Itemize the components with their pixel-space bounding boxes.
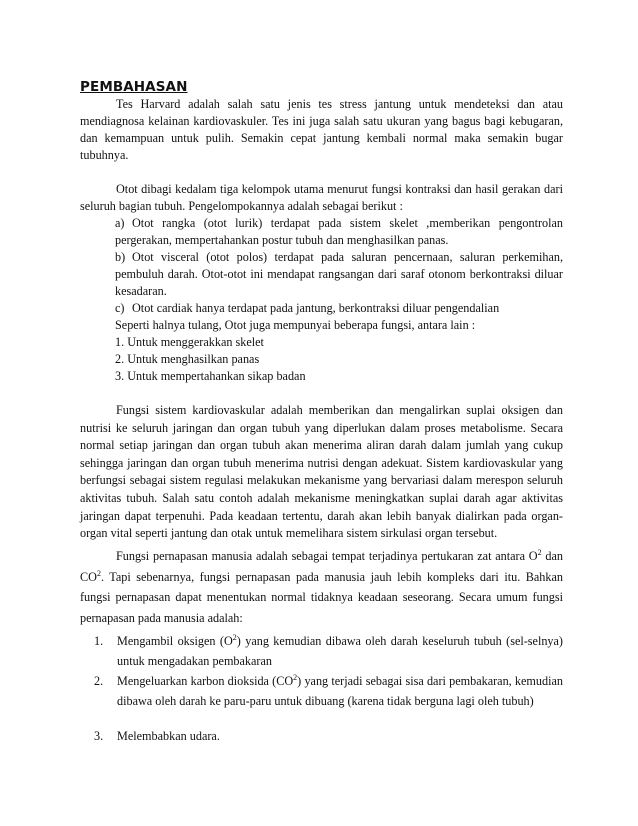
text-run: Fungsi pernapasan manusia adalah sebagai tempat terjadinya pertukaran zat antara O <box>116 549 538 563</box>
list-item-text: Otot rangka (otot lurik) terdapat pada sistem skelet ,memberikan pengontrolan pergerakan, mempertahankan postur tubuh dan menghasilkan panas. <box>115 216 563 247</box>
list-label: 3. <box>115 369 125 383</box>
superscript: 2 <box>232 632 237 642</box>
text-run: Melembabkan udara. <box>117 729 220 743</box>
text-run: dan CO <box>80 549 563 584</box>
text-run: Mengeluarkan karbon dioksida (CO <box>117 674 294 688</box>
fungsi-otot-item-3 <box>115 368 306 385</box>
list-label: b) <box>115 250 126 264</box>
list-label: 2. <box>94 674 104 688</box>
text-run: ) yang terjadi sebagai sisa dari pembakaran, kemudian dibawa oleh darah ke paru-paru untuk dibuang (karena tidak berguna lagi oleh tubuh) <box>117 674 563 708</box>
list-item-text <box>117 631 563 671</box>
list-item-text: Untuk menggerakkan skelet <box>127 335 264 349</box>
list-label: a) <box>115 216 125 230</box>
list-item-text: Untuk menghasilkan panas <box>127 352 260 366</box>
muscle-item-a <box>115 215 563 249</box>
text-run: ) yang kemudian dibawa oleh darah keseluruh tubuh (sel-selnya) untuk mengadakan pembakaran <box>117 634 563 668</box>
fungsi-otot-intro: Seperti halnya tulang, Otot juga mempunyai beberapa fungsi, antara lain : <box>115 318 476 332</box>
list-item-text: Untuk mempertahankan sikap badan <box>127 369 306 383</box>
muscle-item-c <box>115 300 563 317</box>
list-label: 3. <box>94 729 104 743</box>
list-label: 2. <box>115 352 125 366</box>
text-run: . Tapi sebenarnya, fungsi pernapasan pada manusia jauh lebih kompleks dari itu. Bahkan fungsi pernapasan dapat menentukan normal tidaknya keadaan seseorang. Secara umum fungsi pernapasan pada manusia adalah: <box>80 569 563 625</box>
list-label: 1. <box>115 335 125 349</box>
superscript: 2 <box>96 568 101 578</box>
fungsi-otot-item-2 <box>115 351 259 368</box>
list-item-text: Otot cardiak hanya terdapat pada jantung, berkontraksi diluar pengendalian <box>132 301 500 315</box>
list-item-text: Otot visceral (otot polos) terdapat pada saluran pencernaan, saluran perkemihan, pembuluh darah. Otot-otot ini mendapat rangsangan dari saraf otonom berkontraksi diluar kesadaran. <box>115 250 563 298</box>
paragraph-pernapasan <box>80 546 563 628</box>
text-run: Mengambil oksigen (O <box>117 634 233 648</box>
list-item-text <box>117 726 563 746</box>
muscle-item-b <box>115 249 563 300</box>
superscript: 2 <box>293 672 298 682</box>
paragraph-otot-intro: Otot dibagi kedalam tiga kelompok utama menurut fungsi kontraksi dan hasil gerakan dari seluruh bagian tubuh. Pengelompokannya adalah sebagai berikut : <box>80 182 563 213</box>
list-item-text <box>117 671 563 711</box>
fungsi-napas-item-3 <box>94 726 563 746</box>
fungsi-otot-item-1 <box>115 334 264 351</box>
page-title: PEMBAHASAN <box>80 79 188 95</box>
list-label: c) <box>115 301 125 315</box>
paragraph-kardiovaskular: Fungsi sistem kardiovaskular adalah memberikan dan mengalirkan suplai oksigen dan nutrisi ke seluruh jaringan dan organ tubuh yang diperlukan dalam proses metabolisme. Secara normal setiap jaringan dan organ tubuh akan menerima aliran darah dalam jumlah yang cukup sehingga jaringan dan organ tubuh menerima nutrisi dengan adekuat. Sistem kardiovaskular yang berfungsi sebagai sistem regulasi melakukan mekanisme yang bervariasi dalam merespon seluruh aktivitas tubuh. Salah satu contoh adalah mekanisme meningkatkan suplai darah agar aktivitas jaringan dapat terpenuhi. Pada keadaan tertentu, darah akan lebih banyak dialirkan pada organ-organ vital seperti jantung dan otak untuk memelihara sistem sirkulasi organ tersebut. <box>80 403 563 541</box>
superscript: 2 <box>537 547 542 557</box>
list-label: 1. <box>94 634 104 648</box>
fungsi-napas-item-2 <box>94 671 563 711</box>
paragraph-harvard-test: Tes Harvard adalah salah satu jenis tes stress jantung untuk mendeteksi dan atau mendiagnosa kelainan kardiovaskuler. Tes ini juga salah satu ukuran yang bagus bagi kebugaran, dan kemampuan untuk pulih. Semakin cepat jantung kembali normal maka semakin bugar tubuhnya. <box>80 97 563 162</box>
fungsi-napas-item-1 <box>94 631 563 671</box>
